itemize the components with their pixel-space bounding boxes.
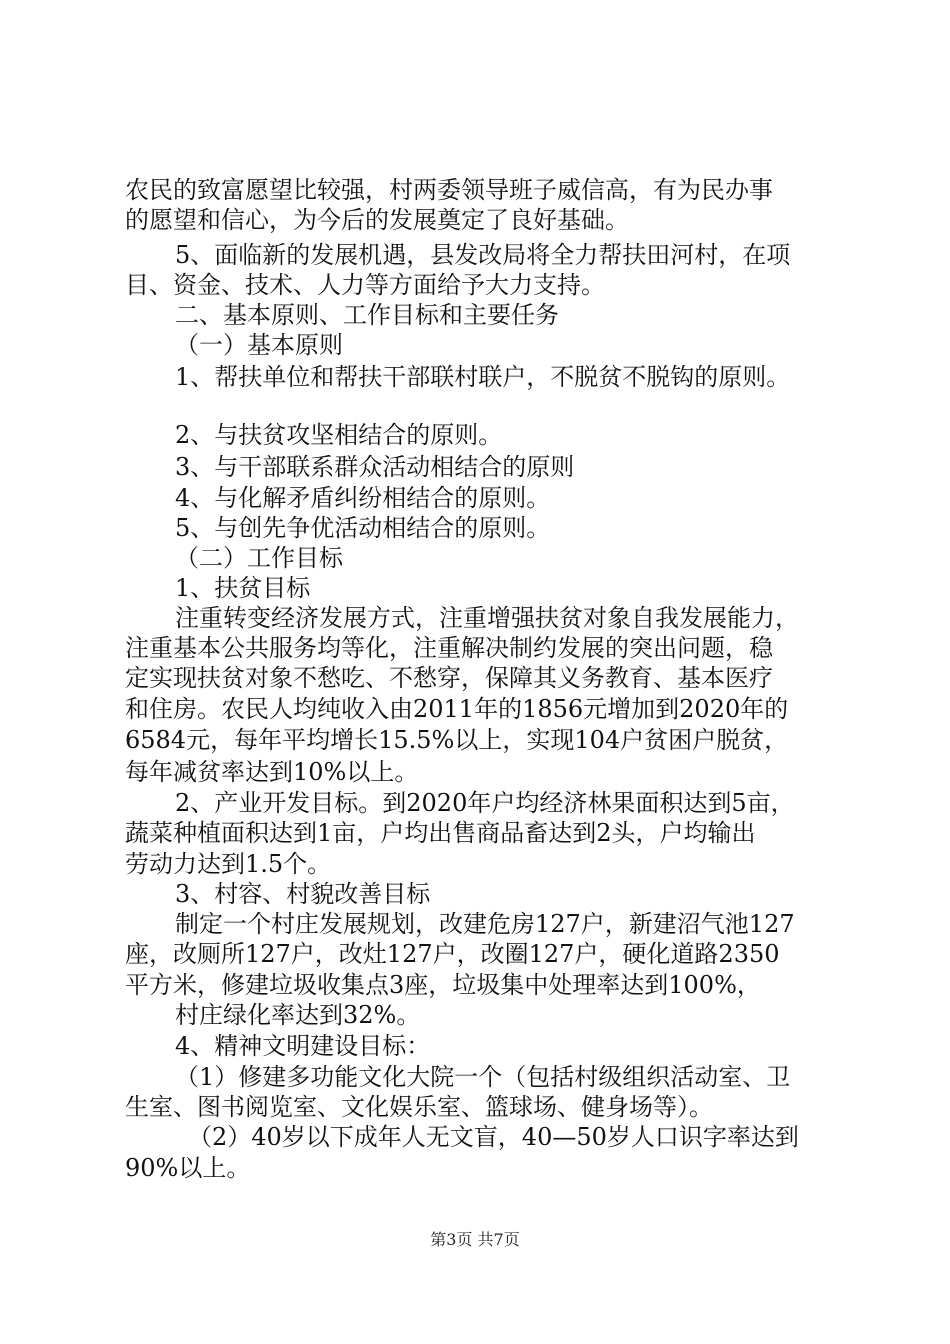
- body-line: 平方米，修建垃圾收集点3座，垃圾集中处理率达到100%，: [125, 971, 761, 999]
- body-line: 1、扶贫目标: [175, 574, 311, 602]
- body-line: 目、资金、技术、人力等方面给予大力支持。: [125, 271, 605, 299]
- body-line: （1）修建多功能文化大院一个（包括村级组织活动室、卫: [175, 1063, 791, 1091]
- body-line: 制定一个村庄发展规划，改建危房127户，新建沼气池127: [175, 910, 795, 938]
- body-line: 蔬菜种植面积达到1亩，户均出售商品畜达到2头，户均输出: [125, 819, 756, 847]
- body-line: 1、帮扶单位和帮扶干部联村联户，不脱贫不脱钩的原则。: [175, 363, 791, 391]
- body-line: 生室、图书阅览室、文化娱乐室、篮球场、健身场等）。: [125, 1093, 713, 1121]
- subsection-heading: （二）工作目标: [175, 544, 343, 572]
- body-line: 和住房。农民人均纯收入由2011年的1856元增加到2020年的: [125, 695, 789, 723]
- body-line: 3、与干部联系群众活动相结合的原则: [175, 453, 575, 481]
- body-line: 注重基本公共服务均等化，注重解决制约发展的突出问题，稳: [125, 634, 773, 662]
- body-line: 村庄绿化率达到32%。: [175, 1001, 421, 1029]
- body-line: 2、与扶贫攻坚相结合的原则。: [175, 421, 503, 449]
- body-line: 4、精神文明建设目标：: [175, 1032, 431, 1060]
- page-number-footer: 第3页 共7页: [430, 1230, 520, 1249]
- body-line: 每年减贫率达到10%以上。: [125, 758, 419, 786]
- body-line: 4、与化解矛盾纠纷相结合的原则。: [175, 484, 551, 512]
- body-line: 90%以上。: [125, 1154, 251, 1182]
- body-line: （2）40岁以下成年人无文盲，40—50岁人口识字率达到: [188, 1123, 799, 1151]
- body-line: 6584元，每年平均增长15.5%以上，实现104户贫困户脱贫，: [125, 726, 789, 754]
- body-line: 的愿望和信心，为今后的发展奠定了良好基础。: [125, 206, 629, 234]
- section-heading: 二、基本原则、工作目标和主要任务: [175, 301, 559, 329]
- body-line: 注重转变经济发展方式，注重增强扶贫对象自我发展能力，: [175, 604, 799, 632]
- body-line: 农民的致富愿望比较强，村两委领导班子威信高，有为民办事: [125, 176, 773, 204]
- body-line: 3、村容、村貌改善目标: [175, 880, 431, 908]
- body-line: 座，改厕所127户，改灶127户，改圈127户，硬化道路2350: [125, 940, 780, 968]
- subsection-heading: （一）基本原则: [175, 331, 343, 359]
- body-line: 定实现扶贫对象不愁吃、不愁穿，保障其义务教育、基本医疗: [125, 664, 773, 692]
- body-line: 5、与创先争优活动相结合的原则。: [175, 514, 551, 542]
- body-line: 劳动力达到1.5个。: [125, 850, 332, 878]
- body-line: 2、产业开发目标。到2020年户均经济林果面积达到5亩，: [175, 789, 795, 817]
- body-line: 5、面临新的发展机遇，县发改局将全力帮扶田河村，在项: [175, 241, 791, 269]
